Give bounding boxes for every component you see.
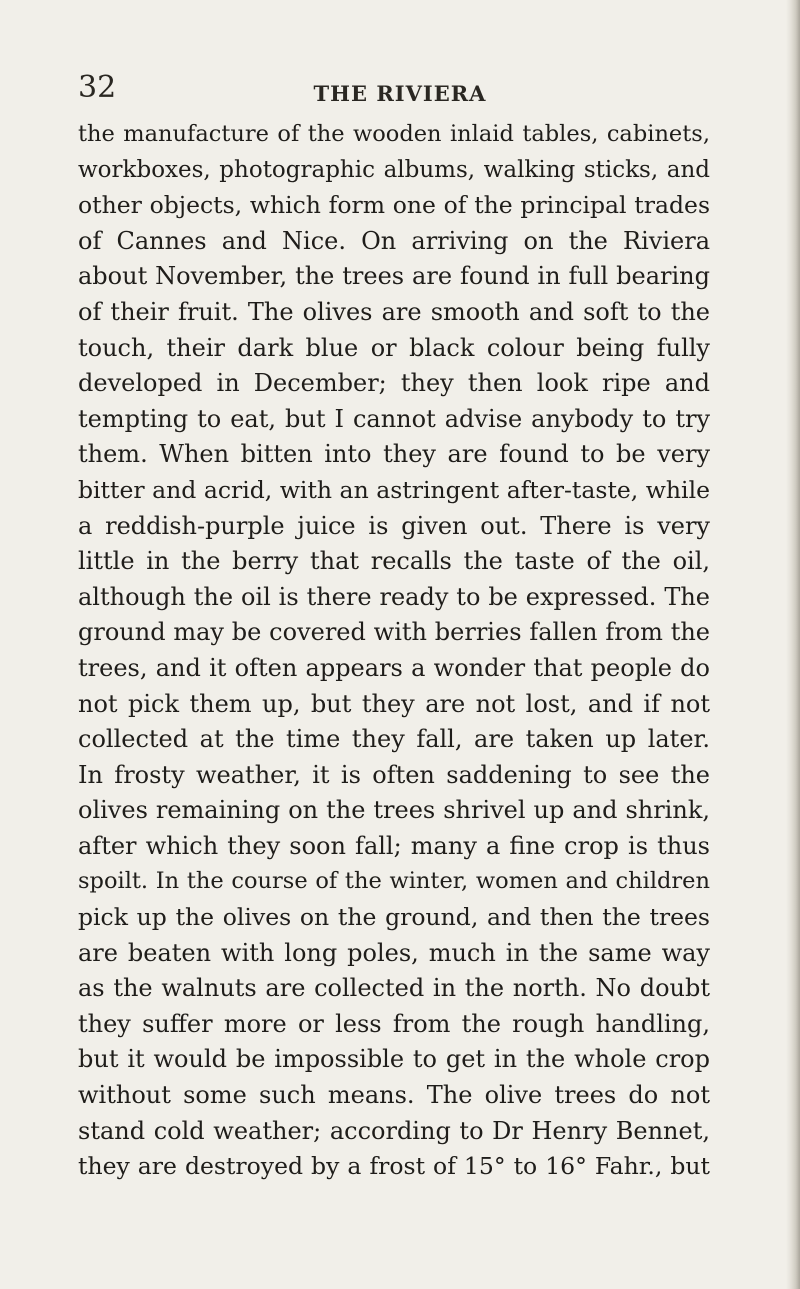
text-line: as the walnuts are collected in the north. No doubt (78, 974, 710, 1003)
body-text (78, 117, 710, 1185)
text-line: workboxes, photographic albums, walking sticks, and (78, 156, 710, 183)
text-line: In frosty weather, it is often saddening to see the (78, 760, 710, 789)
text-line: are beaten with long poles, much in the same way (78, 938, 710, 967)
text-line: trees, and it often appears a wonder that people do (78, 653, 710, 682)
page-number: 32 (78, 70, 117, 105)
text-line: bitter and acrid, with an astringent after-taste, while (78, 475, 710, 504)
text-line: developed in December; they then look ripe and (78, 369, 710, 398)
text-line: ground may be covered with berries fallen from the (78, 618, 710, 647)
text-line: they are destroyed by a frost of 15° to 16° Fahr., but (78, 1152, 710, 1181)
text-line: olives remaining on the trees shrivel up and shrink, (78, 796, 710, 825)
text-line: they suffer more or less from the rough handling, (78, 1009, 710, 1038)
text-line: them. When bitten into they are found to be very (78, 440, 710, 469)
text-line: of their fruit. The olives are smooth and soft to the (78, 297, 710, 326)
running-head: THE RIVIERA (313, 81, 487, 106)
text-line: after which they soon fall; many a fine crop is thus (78, 831, 710, 860)
text-line: pick up the olives on the ground, and then the trees (78, 903, 710, 932)
text-line: tempting to eat, but I cannot advise anybody to try (78, 404, 710, 433)
text-line: a reddish-purple juice is given out. There is very (78, 511, 710, 540)
text-line: the manufacture of the wooden inlaid tables, cabinets, (78, 121, 710, 147)
text-line: without some such means. The olive trees do not (78, 1081, 710, 1110)
text-line: but it would be impossible to get in the whole crop (78, 1045, 710, 1074)
text-line: spoilt. In the course of the winter, women and children (78, 868, 710, 895)
text-line: collected at the time they fall, are taken up later. (78, 725, 710, 754)
text-line: about November, the trees are found in full bearing (78, 262, 710, 291)
text-line: touch, their dark blue or black colour being fully (78, 333, 710, 362)
text-line: not pick them up, but they are not lost, and if not (78, 689, 710, 718)
text-line: stand cold weather; according to Dr Henry Bennet, (78, 1116, 710, 1145)
page-edge-shadow (786, 0, 800, 1289)
text-line: other objects, which form one of the principal trades (78, 191, 710, 220)
text-line: although the oil is there ready to be expressed. The (78, 582, 710, 611)
text-line: little in the berry that recalls the taste of the oil, (78, 547, 710, 576)
text-line: of Cannes and Nice. On arriving on the Riviera (78, 226, 710, 255)
